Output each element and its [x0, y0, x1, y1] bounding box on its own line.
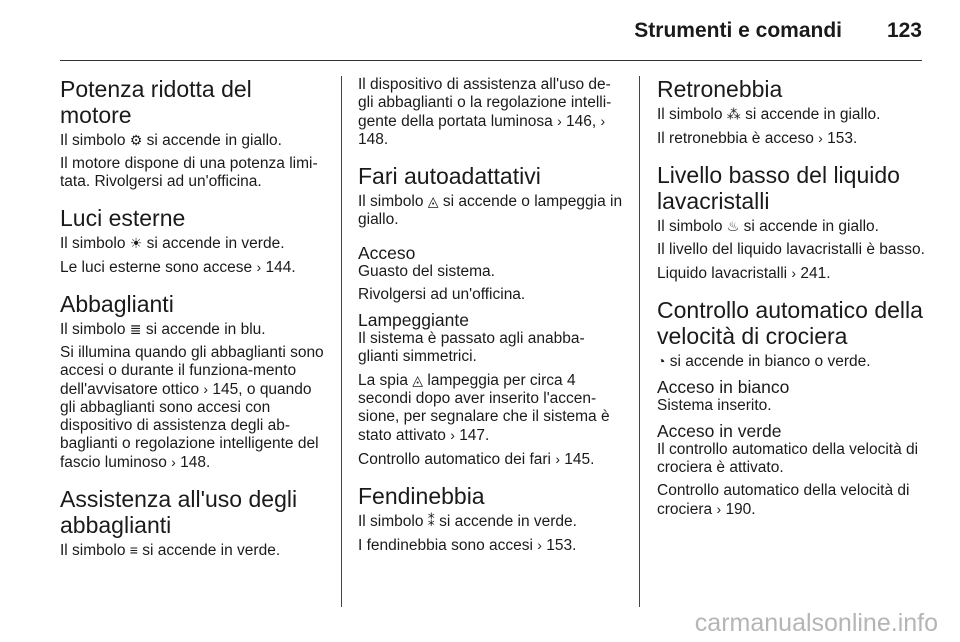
page-ref[interactable]: 153. [827, 130, 858, 147]
paragraph: Il motore dispone di una potenza limi-tata. Rivolgersi ad un'officina. [60, 155, 318, 190]
paragraph: Sistema inserito. [657, 397, 772, 414]
text: lampeggia per circa 4 secondi dopo aver inserito l'accen-sione, per segnalare che il sistema è stato attivato [358, 372, 610, 444]
page-ref[interactable]: 147. [459, 427, 490, 444]
paragraph [358, 76, 623, 149]
section-luci [60, 205, 325, 277]
text: si accende in verde. [439, 513, 577, 530]
text: Il simbolo [358, 193, 424, 210]
paragraph: Il controllo automatico della velocità di crociera è attivato. [657, 441, 919, 476]
column-1 [60, 76, 325, 574]
paragraph [60, 258, 325, 277]
adaptive-headlight-icon: ◬ [427, 193, 439, 209]
heading-fendinebbia: Fendinebbia [358, 483, 485, 509]
section-intro [358, 76, 623, 149]
page-ref-arrow-icon: › [537, 537, 542, 553]
cruise-control-icon: ◔ [657, 353, 666, 369]
page-ref-arrow-icon: › [171, 454, 176, 470]
paragraph [657, 482, 925, 519]
heading-assistenza: Assistenza all'uso degli abbaglianti [60, 486, 298, 538]
engine-power-icon: ⚙ [129, 132, 143, 148]
page-ref[interactable]: 146, [566, 113, 597, 130]
page-ref-arrow-icon: › [256, 259, 262, 275]
text: Il simbolo [657, 106, 723, 123]
high-beam-icon: ≣ [129, 321, 142, 337]
page-ref[interactable]: 145, o [212, 381, 256, 398]
text: La spia [358, 372, 408, 389]
section-fendinebbia [358, 483, 623, 555]
page-ref-arrow-icon: › [600, 113, 606, 129]
text: si accende in verde. [146, 235, 285, 252]
exterior-lights-icon: ☀ [129, 235, 143, 251]
heading-acceso: Acceso [358, 243, 416, 263]
text: Il simbolo [60, 235, 126, 252]
text: si accende in giallo. [745, 106, 881, 123]
section-liquido [657, 162, 925, 283]
text: Il simbolo [657, 218, 723, 235]
subsection-acceso [358, 243, 623, 304]
heading-liquido: Livello basso del liquido lavacristalli [657, 162, 900, 214]
heading-lampeggiante: Lampeggiante [358, 310, 469, 330]
paragraph [358, 450, 623, 469]
paragraph [60, 320, 325, 339]
paragraph [657, 352, 925, 371]
section-fari [358, 163, 623, 229]
watermark: carmanualsonline.info [694, 609, 938, 637]
heading-retronebbia: Retronebbia [657, 76, 783, 102]
column-divider [341, 76, 342, 607]
header-rule [60, 60, 922, 61]
paragraph [657, 105, 925, 124]
page-ref-arrow-icon: › [450, 427, 455, 443]
paragraph [358, 192, 623, 229]
section-retronebbia [657, 76, 925, 148]
text: Controllo automatico dei fari [358, 451, 551, 468]
paragraph [358, 371, 623, 445]
text: si accende in giallo. [743, 218, 879, 235]
text: Il simbolo [358, 513, 424, 530]
page-ref-arrow-icon: › [557, 113, 562, 129]
text: Liquido lavacristalli [657, 265, 788, 282]
heading-crociera: Controllo automatico della velocità di crociera [657, 297, 923, 349]
section-assistenza [60, 486, 325, 560]
text: Si illumina quando gli abbaglianti sono accesi o durante il funziona-mento dell'avvisatore ottico [60, 344, 324, 398]
text: si accende in blu. [145, 321, 266, 338]
rear-fog-light-icon: ⁂ [726, 106, 741, 122]
text: Il simbolo [60, 542, 126, 559]
page-ref-arrow-icon: › [203, 381, 209, 397]
washer-fluid-icon: ♨ [726, 218, 740, 234]
heading-abbaglianti: Abbaglianti [60, 291, 174, 317]
paragraph: Rivolgersi ad un'officina. [358, 286, 526, 303]
page-ref-arrow-icon: › [818, 130, 823, 146]
column-3 [657, 76, 925, 525]
text: Il simbolo [60, 132, 126, 149]
page-ref[interactable]: 148. [358, 131, 389, 148]
paragraph [60, 541, 325, 560]
fog-light-icon: ⁑ [427, 513, 435, 529]
page-ref[interactable]: 148. [180, 454, 211, 471]
high-beam-assist-icon: ≡ [129, 542, 138, 558]
text: quando gli abbaglianti sono accesi con dispositivo di assistenza degli ab-baglianti o regolazione intelligente del fascio luminoso [60, 381, 319, 471]
page-ref-arrow-icon: › [791, 265, 797, 281]
text: si accende o lampeggia in giallo. [358, 193, 623, 228]
paragraph: Guasto del sistema. [358, 263, 495, 280]
text: I fendinebbia sono accesi [358, 537, 533, 554]
paragraph [60, 344, 325, 472]
paragraph [657, 217, 925, 236]
subsection-lampeggiante [358, 310, 623, 469]
text: si accende in verde. [142, 542, 281, 559]
paragraph [358, 536, 623, 555]
text: Le luci esterne sono accese [60, 259, 253, 276]
paragraph [60, 234, 325, 253]
heading-potenza: Potenza ridotta del motore [60, 76, 252, 128]
page-ref-arrow-icon: › [555, 451, 560, 467]
text: Il retronebbia è acceso [657, 130, 814, 147]
text: si accende in giallo. [146, 132, 282, 149]
page-ref[interactable]: 190. [725, 501, 756, 518]
adaptive-headlight-icon: ◬ [412, 372, 424, 388]
column-2 [358, 76, 623, 569]
text: Il simbolo [60, 321, 126, 338]
section-potenza [60, 76, 325, 191]
subsection-verde [657, 421, 925, 519]
page-number: 123 [886, 19, 922, 42]
heading-bianco: Acceso in bianco [657, 377, 790, 397]
heading-fari: Fari autoadattativi [358, 163, 541, 189]
column-divider [639, 76, 640, 607]
paragraph [60, 131, 325, 150]
section-title: Strumenti e comandi [634, 19, 842, 42]
page-ref[interactable]: 153. [546, 537, 577, 554]
page-header [0, 0, 960, 62]
paragraph [657, 264, 925, 283]
page-ref[interactable]: 144. [265, 259, 296, 276]
text: Controllo automatico della velocità di crociera [657, 482, 910, 518]
text: si accende in bianco o verde. [669, 353, 871, 370]
page-ref-arrow-icon: › [716, 501, 722, 517]
section-crociera [657, 297, 925, 371]
heading-luci: Luci esterne [60, 205, 186, 231]
paragraph: Il livello del liquido lavacristalli è basso. [657, 241, 925, 258]
paragraph [358, 512, 623, 531]
subsection-bianco [657, 377, 925, 415]
section-abbaglianti [60, 291, 325, 472]
paragraph: Il sistema è passato agli anabba-glianti simmetrici. [358, 330, 585, 365]
page-ref[interactable]: 145. [564, 451, 595, 468]
heading-verde: Acceso in verde [657, 421, 782, 441]
paragraph [657, 129, 925, 148]
text: Il dispositivo di assistenza all'uso de-gli abbaglianti o la regolazione intelli-gente della portata luminosa [358, 76, 612, 130]
page-ref[interactable]: 241. [800, 265, 831, 282]
